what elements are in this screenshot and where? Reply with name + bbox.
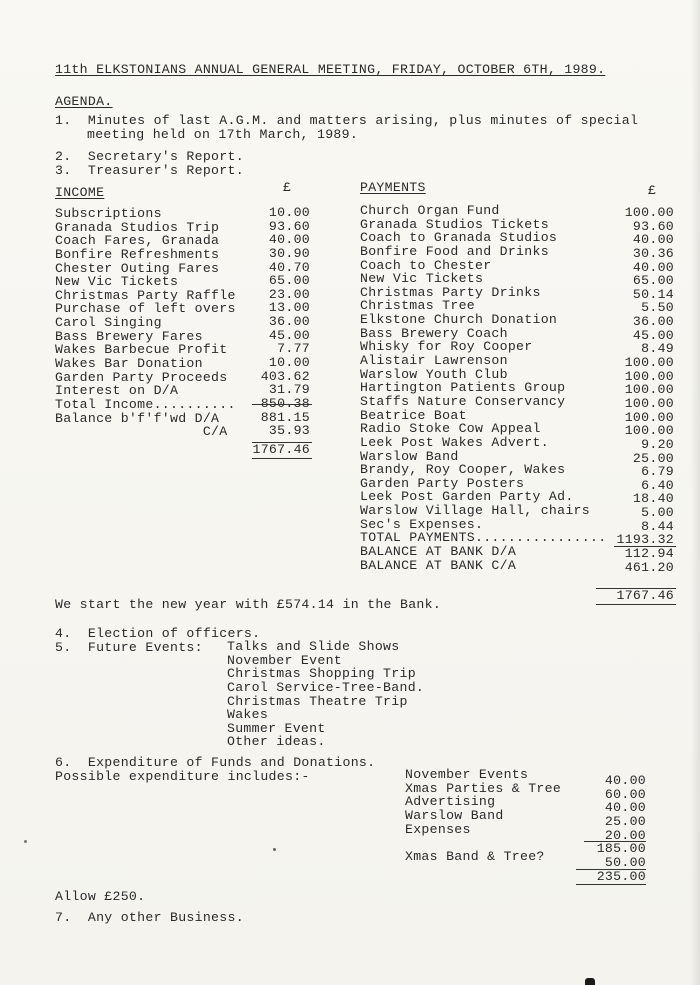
income-label: Christmas Party Raffle [55,287,236,303]
agenda-item-2: 2. Secretary's Report. [55,149,244,164]
income-label: Granada Studios Trip [55,219,220,235]
payment-amount: 100.00 [624,368,674,384]
payment-label: Church Organ Fund [360,203,500,218]
income-label: Chester Outing Fares [55,260,220,276]
payment-label: Christmas Tree [360,298,475,314]
income-label: Bass Brewery Fares [55,328,203,344]
income-amount: 7.77 [277,341,310,357]
scan-speck [24,840,27,843]
income-amount: 45.00 [268,327,310,343]
expenditure-total: 235.00 [596,869,646,884]
payment-amount: 5.50 [641,300,674,316]
expenditure-subtotal: 185.00 [596,841,646,856]
income-amount: 403.62 [260,368,310,384]
payment-amount: 6.79 [641,464,674,480]
payment-amount: 100.00 [624,409,674,425]
payment-amount: 9.20 [641,436,674,452]
payment-label: Beatrice Boat [360,407,467,423]
payment-amount: 100.00 [624,355,674,371]
income-label: Coach Fares, Granada [55,233,220,249]
income-total-underline [252,458,312,459]
payment-label: Staffs Nature Conservancy [360,393,566,409]
xmas-band-label: Xmas Band & Tree? [405,849,545,864]
payment-label: Hartington Patients Group [360,380,566,396]
income-heading: INCOME [55,185,105,200]
payment-label: Whisky for Roy Cooper [360,339,533,355]
income-label: Interest on D/A [55,383,179,399]
income-label: Wakes Bar Donation [55,356,203,372]
scan-artifact [585,978,595,985]
income-amount: 40.70 [268,259,310,275]
income-amount: 31.79 [268,382,310,398]
income-label: Bonfire Refreshments [55,246,220,262]
payment-label: Sec's Expenses. [360,516,484,532]
payments-heading: PAYMENTS [360,180,426,195]
income-amount: 850.38 [260,395,310,411]
payment-amount: 40.00 [632,232,674,248]
xmas-band-amount: 50.00 [604,855,646,870]
future-event: Other ideas. [227,734,326,750]
future-event: Summer Event [227,720,326,736]
future-event: Talks and Slide Shows [227,639,400,654]
expenditure-label: November Events [405,767,529,782]
payment-label: Elkstone Church Donation [360,312,558,328]
payment-amount: 40.00 [632,259,674,275]
agenda-item-7: 7. Any other Business. [55,910,244,925]
income-label: Purchase of left overs [55,301,236,317]
payment-label: Alistair Lawrenson [360,353,508,369]
payment-amount: 93.60 [632,218,674,234]
income-amount: 36.00 [268,314,310,330]
payment-amount: 100.00 [624,395,674,411]
income-amount: 881.15 [260,409,310,425]
income-amount: 10.00 [268,355,310,371]
agenda-item-3: 3. Treasurer's Report. [55,163,244,178]
agenda-item-4: 4. Election of officers. [55,626,261,641]
expenditure-amount: 40.00 [604,773,646,788]
income-amount: 10.00 [268,205,310,220]
payment-label: TOTAL PAYMENTS................ [360,530,607,546]
payment-amount: 65.00 [632,273,674,289]
future-event: Christmas Shopping Trip [227,666,416,682]
payment-amount: 1193.32 [616,532,674,548]
payment-amount: 112.94 [624,546,674,562]
income-label: Balance b'f'f'wd D/A [55,410,220,426]
payment-amount: 8.44 [641,518,674,534]
payment-amount: 5.00 [641,505,674,521]
payment-amount: 100.00 [624,423,674,439]
future-event: Christmas Theatre Trip [227,693,408,709]
expenditure-label: Warslow Band [405,807,504,823]
expenditure-amount: 60.00 [604,786,646,802]
new-year-statement: We start the new year with £574.14 in the Bank. [55,597,442,612]
payment-amount: 25.00 [632,450,674,466]
payment-label: Granada Studios Tickets [360,216,549,232]
payment-label: Coach to Chester [360,257,492,273]
payment-label: New Vic Tickets [360,271,484,287]
income-amount: 30.90 [268,245,310,261]
future-event: Carol Service-Tree-Band. [227,679,425,695]
payment-label: Radio Stoke Cow Appeal [360,421,541,437]
expenditure-label: Xmas Parties & Tree [405,780,562,796]
payment-label: Christmas Party Drinks [360,284,541,300]
agenda-item-6: 6. Expenditure of Funds and Donations. [55,755,376,770]
payments-labels [360,204,606,572]
income-labels [55,207,236,439]
income-amount: 93.60 [268,218,310,234]
payments-total-underline [596,604,676,605]
page-edge-shadow [690,0,700,985]
payments-currency: £ [648,183,657,198]
income-label: C/A [55,424,228,440]
payment-label: Garden Party Posters [360,475,525,491]
income-label: Subscriptions [55,206,162,221]
income-amount: 65.00 [268,273,310,289]
payment-amount: 8.49 [641,341,674,357]
income-label: Carol Singing [55,315,162,331]
income-amount: 35.93 [268,423,310,439]
expenditure-amount: 25.00 [604,813,646,829]
agenda-heading: AGENDA. [55,94,113,109]
payment-amount: 45.00 [632,327,674,343]
payment-amount: 50.14 [632,286,674,302]
income-label: Garden Party Proceeds [55,369,228,385]
income-currency: £ [283,180,292,195]
payment-label: Coach to Granada Studios [360,230,558,246]
payment-amount: 18.40 [632,491,674,507]
future-event: November Event [227,652,342,668]
payments-amounts [600,206,674,574]
agenda-item-1-cont: meeting held on 17th March, 1989. [87,127,359,142]
scan-speck [273,848,276,851]
expenditure-total-underline [576,884,646,885]
payment-label: Warslow Village Hall, chairs [360,503,590,519]
expenditure-amounts [580,774,646,842]
payment-label: Bass Brewery Coach [360,325,508,341]
expenditure-label: Advertising [405,794,496,810]
payment-amount: 100.00 [624,382,674,398]
payment-amount: 36.00 [632,314,674,330]
agenda-item-1: 1. Minutes of last A.G.M. and matters arising, plus minutes of special [55,113,639,128]
future-events-list [227,640,424,749]
payment-label: Leek Post Wakes Advert. [360,434,549,450]
income-label: Wakes Barbecue Profit [55,342,228,358]
payment-amount: 30.36 [632,245,674,261]
payments-subtotal-rule [614,546,676,547]
payment-label: Leek Post Garden Party Ad. [360,489,574,505]
income-subtotal-rule [252,404,312,405]
expenditure-amount: 40.00 [604,800,646,816]
payment-label: BALANCE AT BANK D/A [360,544,517,560]
payment-label: BALANCE AT BANK C/A [360,557,517,573]
payment-label: Warslow Youth Club [360,366,508,382]
agenda-item-5: 5. Future Events: [55,640,203,655]
expenditure-labels [405,768,561,836]
payment-label: Brandy, Roy Cooper, Wakes [360,462,566,478]
income-label: Total Income.......... [55,396,236,412]
income-amount: 40.00 [268,232,310,248]
income-grand-total: 1767.46 [252,442,310,457]
expenditure-label: Expenses [405,821,471,837]
payment-amount: 461.20 [624,559,674,575]
payment-amount: 100.00 [624,205,674,220]
income-label: New Vic Tickets [55,274,179,290]
income-amount: 23.00 [268,286,310,302]
payment-amount: 6.40 [641,477,674,493]
income-amount: 13.00 [268,300,310,316]
allow-statement: Allow £250. [55,889,146,904]
payments-grand-total: 1767.46 [616,588,674,603]
expenditure-intro: Possible expenditure includes:- [55,769,310,784]
payment-label: Bonfire Food and Drinks [360,243,549,259]
payment-label: Warslow Band [360,448,459,464]
meeting-title: 11th ELKSTONIANS ANNUAL GENERAL MEETING, FRIDAY, OCTOBER 6TH, 1989. [55,62,606,77]
future-event: Wakes [227,707,269,723]
expenditure-amount: 20.00 [604,827,646,843]
